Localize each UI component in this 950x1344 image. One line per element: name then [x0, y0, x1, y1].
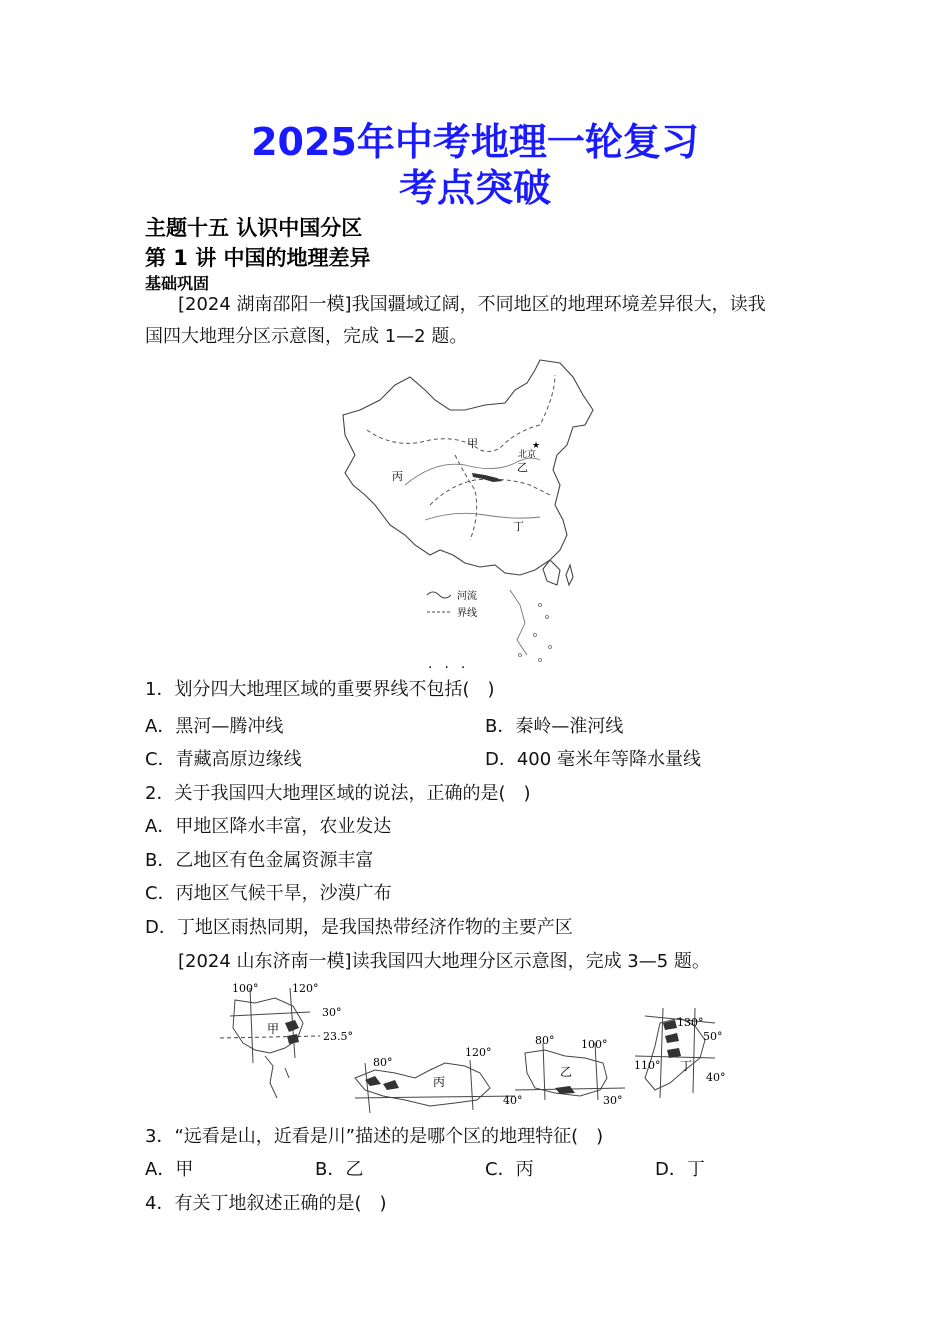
- intro1-line1: [2024 湖南邵阳一模]我国疆域辽阔，不同地区的地理环境差异很大，读我: [178, 294, 766, 315]
- map2-jia-lat2: 23.5°: [323, 1030, 353, 1043]
- capital-star-icon: ★: [532, 441, 541, 451]
- q3-option-b: B．乙: [315, 1159, 364, 1180]
- map2-yi-lat1: 30°: [603, 1094, 623, 1107]
- map2-label-bing: 丙: [433, 1075, 446, 1089]
- map2-jia-lat1: 30°: [322, 1006, 342, 1019]
- river-legend-icon: [427, 592, 451, 598]
- section-heading: 基础巩固: [145, 274, 210, 293]
- legend-boundary: 界线: [457, 608, 477, 619]
- doc-title-line2: 考点突破: [398, 166, 551, 210]
- q1-option-d: D．400 毫米年等降水量线: [485, 749, 701, 770]
- q1-stem: 1．划分四大地理区域的重要界线不包括( ): [145, 679, 495, 700]
- map2-bing-lon1: 80°: [373, 1056, 393, 1069]
- four-regions-maps: [215, 978, 740, 1118]
- topic-heading: 主题十五 认识中国分区: [145, 216, 363, 240]
- map2-ding-lat1: 50°: [703, 1030, 723, 1043]
- map2-bing-lat1: 40°: [503, 1094, 523, 1107]
- map1-label-bing: 丙: [392, 470, 403, 483]
- map1-label-yi: 乙: [517, 461, 528, 474]
- map2-jia-lon1: 100°: [232, 982, 259, 995]
- map1-label-ding: 丁: [513, 520, 524, 533]
- q2-option-b: B．乙地区有色金属资源丰富: [145, 850, 374, 871]
- q2-option-d: D．丁地区雨热同期，是我国热带经济作物的主要产区: [145, 917, 573, 938]
- q2-option-c: C．丙地区气候干旱，沙漠广布: [145, 883, 392, 904]
- legend-river: 河流: [457, 591, 477, 602]
- q3-option-d: D．丁: [655, 1159, 705, 1180]
- q4-stem: 4．有关丁地叙述正确的是( ): [145, 1193, 387, 1214]
- map2-ding-lon2: 110°: [634, 1059, 661, 1072]
- map2-ding-lat2: 40°: [706, 1071, 726, 1084]
- china-regions-map: [335, 355, 595, 670]
- q1-option-c: C．青藏高原边缘线: [145, 749, 302, 770]
- q1-option-a: A．黑河—腾冲线: [145, 716, 284, 737]
- emphasis-dots: ···: [428, 660, 478, 676]
- intro1-line2: 国四大地理分区示意图，完成 1—2 题。: [145, 326, 468, 347]
- q3-option-c: C．丙: [485, 1159, 534, 1180]
- q1-option-b: B．秦岭—淮河线: [485, 716, 624, 737]
- map2-label-yi: 乙: [560, 1065, 573, 1079]
- lecture-heading: 第 1 讲 中国的地理差异: [145, 246, 371, 270]
- q3-stem: 3．“远看是山，近看是川”描述的是哪个区的地理特征( ): [145, 1126, 604, 1147]
- q3-option-a: A．甲: [145, 1159, 194, 1180]
- map1-label-beijing: 北京: [518, 450, 537, 460]
- map2-yi-lon2: 100°: [581, 1038, 608, 1051]
- intro2: [2024 山东济南一模]读我国四大地理分区示意图，完成 3—5 题。: [178, 951, 710, 972]
- doc-title-line1: 2025年中考地理一轮复习: [251, 120, 699, 164]
- map2-yi-lon1: 80°: [535, 1034, 555, 1047]
- map2-bing-lon2: 120°: [465, 1046, 492, 1059]
- q2-stem: 2．关于我国四大地理区域的说法，正确的是( ): [145, 783, 531, 804]
- map2-label-ding: 丁: [680, 1059, 693, 1073]
- map1-label-jia: 甲: [467, 437, 478, 450]
- q2-option-a: A．甲地区降水丰富，农业发达: [145, 816, 392, 837]
- map2-label-jia: 甲: [267, 1022, 280, 1036]
- south-sea-islands-icon: [510, 590, 552, 662]
- map2-ding-lon1: 130°: [677, 1016, 704, 1029]
- map2-jia-lon2: 120°: [292, 982, 319, 995]
